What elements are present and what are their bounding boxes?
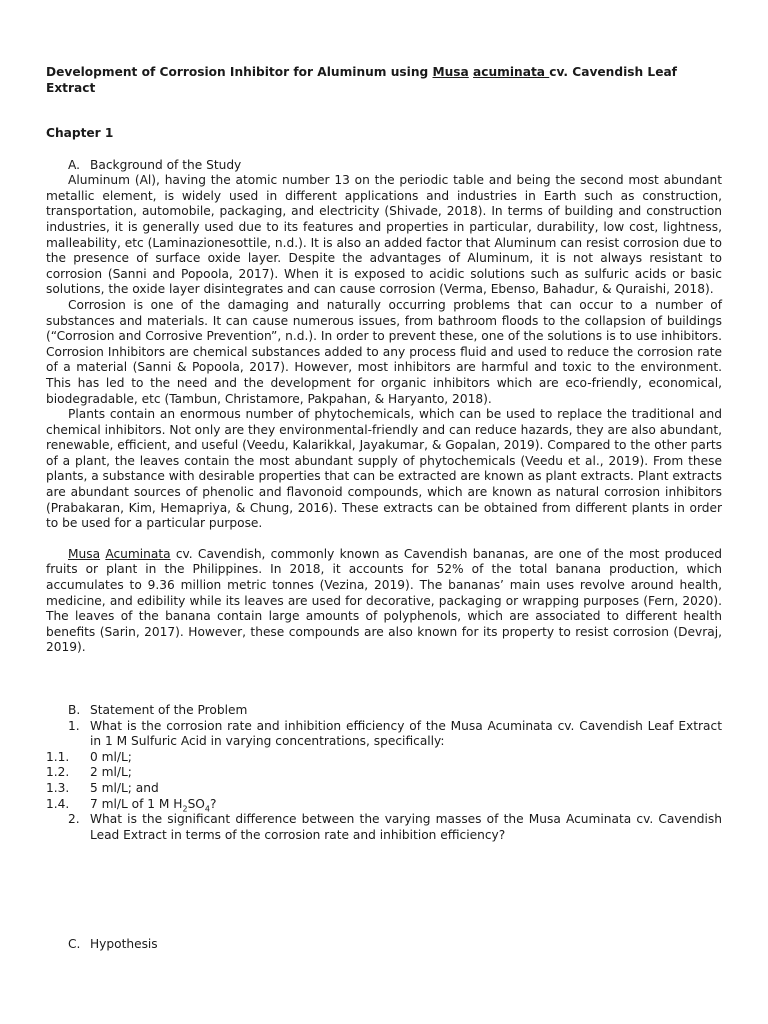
sub-list	[46, 750, 722, 812]
paragraph: Corrosion is one of the damaging and naturally occurring problems that can occur to a number of substances and materials. It can cause numerous issues, from bathroom floods to the collapsion of buildings (“Corrosion and Corrosive Prevention”, n.d.). In order to prevent these, one of the solutions is to use inhibitors. Corrosion Inhibitors are chemical substances added to any process fluid and used to reduce the corrosion rate of a material (Sanni & Popoola, 2017). However, most inhibitors are harmful and toxic to the environment. This has led to the need and the development for organic inhibitors which are eco-friendly, economical, biodegradable, etc (Tambun, Christamore, Pakpahan, & Haryanto, 2018).	[46, 297, 722, 406]
section-a-label: A.	[68, 157, 80, 172]
list-number: 2.	[68, 812, 80, 827]
sub-text: 5 ml/L; and	[90, 780, 159, 795]
list-item	[46, 765, 722, 781]
chapter-heading: Chapter 1	[46, 126, 114, 140]
section-b-title: Statement of the Problem	[90, 703, 248, 717]
section-b-heading	[46, 703, 722, 719]
section-c-title: Hypothesis	[90, 937, 158, 952]
sub-number: 1.2.	[46, 765, 70, 780]
sub-text: 0 ml/L;	[90, 749, 132, 764]
sub-number: 1.3.	[46, 780, 70, 795]
section-b-label: B.	[68, 703, 81, 717]
section-a-title: Background of the Study	[90, 157, 242, 172]
sub-number: 1.4.	[46, 796, 70, 811]
list-number: 1.	[68, 718, 80, 733]
sub-text: SO	[187, 796, 205, 811]
subscript: 4	[204, 804, 210, 813]
title-acuminata: acuminata	[473, 65, 550, 79]
list-text: What is the significant difference between the varying masses of the Musa Acuminata cv. Cavendish Lead Extract in terms of the corrosion rate and inhibition efficiency?	[90, 812, 722, 842]
title-text-2: cv. Cavendish Leaf Extract	[46, 65, 677, 95]
list-item	[46, 781, 722, 797]
title-musa: Musa	[432, 65, 469, 79]
section-c-label: C.	[68, 937, 81, 952]
title-text: Development of Corrosion Inhibitor for Aluminum using	[46, 65, 433, 79]
list-item	[46, 797, 722, 813]
list-text: What is the corrosion rate and inhibition efficiency of the Musa Acuminata cv. Cavendish Leaf Extract in 1 M Sulfuric Acid in varying concentrations, specifically:	[90, 718, 722, 749]
document-title	[46, 64, 722, 96]
list-item	[46, 719, 722, 750]
section-c-heading	[46, 937, 722, 953]
document-page	[46, 64, 722, 953]
sub-number: 1.1.	[46, 749, 70, 764]
musa-term: Musa	[68, 546, 101, 561]
sub-text: 7 ml/L of 1 M H	[90, 796, 183, 811]
sub-text: ?	[210, 796, 217, 811]
paragraph: Aluminum (Al), having the atomic number 13 on the periodic table and being the second most abundant metallic element, is widely used in different applications and industries in Earth such as construction, transportation, automobile, packaging, and electricity (Shivade, 2018). In terms of building and construction industries, it is generally used due to its features and properties in particular, durability, low cost, lightness, malleability, etc (Laminazionesottile, n.d.). It is also an added factor that Aluminum can resist corrosion due to the presence of surface oxide layer. Despite the advantages of Aluminum, it is not always resistant to corrosion (Sanni and Popoola, 2017). When it is exposed to acidic solutions such as sulfuric acids or basic solutions, the oxide layer disintegrates and can cause corrosion (Verma, Ebenso, Bahadur, & Quraishi, 2018).	[46, 173, 722, 297]
acuminata-term: Acuminata	[105, 546, 171, 561]
problem-list-2	[46, 812, 722, 843]
problem-list	[46, 719, 722, 750]
list-item	[46, 750, 722, 766]
paragraph: Plants contain an enormous number of phytochemicals, which can be used to replace the traditional and chemical inhibitors. Not only are they environmental-friendly and can reduce hazards, they are also abundant, renewable, efficient, and useful (Veedu, Kalarikkal, Jayakumar, & Gopalan, 2019). Compared to the other parts of a plant, the leaves contain the most abundant supply of phytochemicals (Veedu et al., 2019). From these plants, a substance with desirable properties that can be extracted are known as plant extracts. Plant extracts are abundant sources of phenolic and flavonoid compounds, which are known as natural corrosion inhibitors (Prabakaran, Kim, Hemapriya, & Chung, 2016). These extracts can be obtained from different plants in order to be used for a particular purpose.	[46, 407, 722, 531]
sub-text: 2 ml/L;	[90, 765, 132, 780]
paragraph-text: cv. Cavendish, commonly known as Cavendish bananas, are one of the most produced fruits or plant in the Philippines. In 2018, it accounts for 52% of the total banana production, which accumulates to 9.36 million metric tonnes (Vezina, 2019). The bananas’ main uses revolve around health, medicine, and edibility while its leaves are used for decorative, packaging or wrapping purposes (Fern, 2020). The leaves of the banana contain large amounts of polyphenols, which are associated to different health benefits (Sarin, 2017). However, these compounds are also known for its property to resist corrosion (Devraj, 2019).	[46, 546, 723, 655]
section-a-heading	[46, 158, 722, 174]
list-item	[46, 812, 722, 843]
paragraph-musa	[46, 547, 722, 656]
subscript: 2	[182, 804, 188, 813]
